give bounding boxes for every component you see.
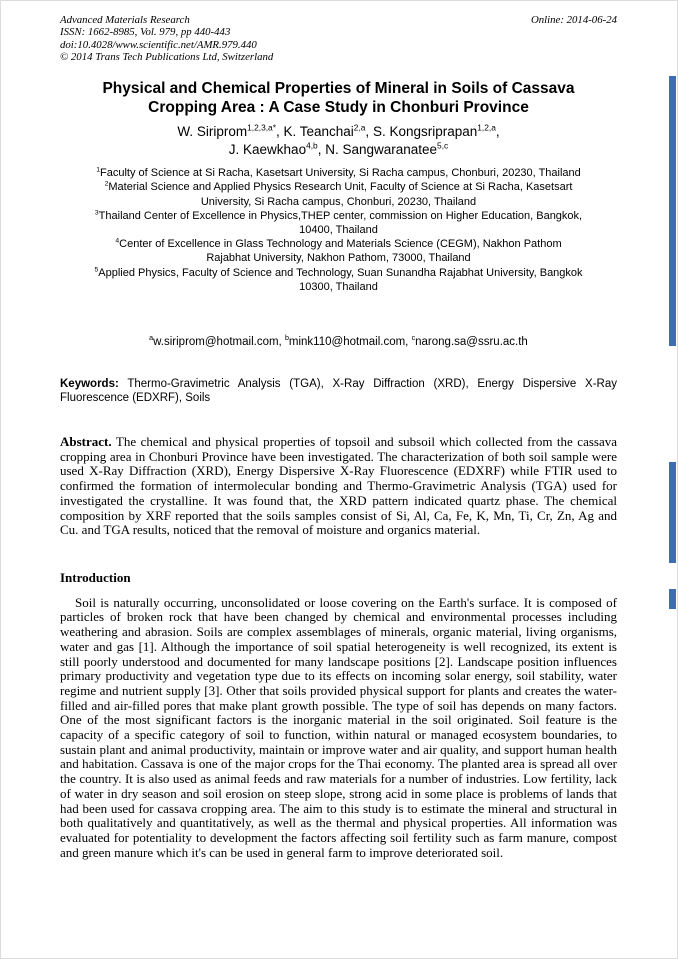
email-sup: c	[411, 334, 416, 343]
email-sup: a	[149, 334, 154, 343]
author-name: J. Kaewkhao	[228, 141, 307, 157]
email-entry	[285, 336, 412, 348]
author-affil-sup: 2,a	[353, 122, 366, 133]
affiliation-list	[60, 166, 617, 294]
margin-highlight-bar	[669, 462, 676, 563]
email-address: w.siriprom@hotmail.com,	[153, 336, 285, 349]
author-name: W. Siriprom	[177, 124, 248, 140]
author-name: K. Teanchai	[283, 124, 354, 140]
affiliation-1	[94, 166, 584, 180]
author-line-1	[60, 123, 617, 141]
email-address: mink110@hotmail.com,	[288, 336, 412, 349]
author-affil-sup: 1,2,a	[477, 122, 496, 133]
author-line-2	[60, 141, 617, 159]
affiliation-number: 1	[96, 166, 100, 174]
email-sup: b	[284, 334, 289, 343]
author	[325, 142, 448, 157]
affiliation-text: Center of Excellence in Glass Technology and Materials Science (CEGM), Nakhon Pathom Rajabhat University, Nakhon Pathom, 73000, Thailand	[119, 238, 562, 265]
author-name: S. Kongsriprapan	[372, 124, 478, 140]
paper-title-line-2: Cropping Area : A Case Study in Chonburi Province	[148, 99, 529, 117]
email-entry	[412, 336, 528, 348]
abstract-paragraph	[60, 435, 617, 538]
affiliation-2	[94, 180, 584, 208]
email-entry	[149, 336, 285, 348]
author-separator: ,	[275, 124, 284, 140]
author-separator: ,	[365, 124, 373, 140]
journal-header	[60, 14, 617, 63]
author	[283, 124, 372, 139]
author-name: N. Sangwaranatee	[325, 141, 438, 157]
abstract-text: The chemical and physical properties of topsoil and subsoil which collected from the cassava cropping area in Chonburi Province have been investigated. The characterization of both soil sample were used X-Ray Diffraction (XRD), Energy Dispersive X-Ray Fluorescence (EDXRF) while FTIR used to confirmed the formation of intermolecular bonding and Thermo-Gravimetric Analysis (TGA) used for investigated the crystalline. It was found that, the XRD pattern indicated quartz phase. The chemical composition by XRF reported that the soils samples consist of Si, Al, Ca, Fe, K, Mn, Ti, Cr, Zn, Ag and Cu. and TGA results, noticed that the removal of moisture and organics material.	[60, 434, 618, 538]
author-list	[60, 123, 617, 158]
journal-name: Advanced Materials Research	[60, 14, 190, 26]
margin-highlight-bar	[669, 76, 676, 346]
introduction-paragraph: Soil is naturally occurring, unconsolidated or loose covering on the Earth's surface. It is composed of particles of broken rock that have been changed by chemical and environmental processes including weathering and abrasion. Soils are complex assemblages of minerals, organic material, living organisms, water and gas [1]. Although the importance of soil spatial heterogeneity is well recognized, its extent is still poorly understood and documented for many landscape positions [2]. Landscape position influences primary productivity and vegetation type due to its effects on incoming solar energy, soil stability, water regime and nutrient supply [3]. Other that soils provided physical support for plants and creates the water-filled and air-filled pores that make plant growth possible. The type of soil has depends on many factors. One of the most significant factors is the inorganic material in the soil originated. Soil feature is the capacity of a specific category of soil to function, within natural or managed ecosystem boundaries, to sustain plant and animal productivity, maintain or improve water and air quality, and support human health and habitation. Cassava is one of the major crops for the Thai economy. The planted area is spread all over the country. It is also used as animal feeds and raw materials for a number of industries. Low fertility, lack of water in dry season and soil erosion on steep slope, strong acid in some place is problems of lands that had been used for cassava cropping area. The aim to this study is to estimate the mineral and structural in both qualitatively and quantitatively, as well as the thermal and physical properties. All information was evaluated for potentiality to development the factors affecting soil fertility such as farm manure, compost and green manure which it's can be used in general farm to improve deteriorated soil.	[60, 594, 617, 860]
journal-info-block	[60, 14, 273, 63]
affiliation-text: Thailand Center of Excellence in Physics,THEP center, commission on Higher Education, Bangkok, 10400, Thailand	[98, 209, 583, 236]
affiliation-text: Material Science and Applied Physics Research Unit, Faculty of Science at Si Racha, Kasetsart University, Si Racha campus, Chonburi, 20230, Thailand	[108, 181, 573, 208]
author-separator: ,	[317, 141, 326, 157]
author-separator: ,	[495, 124, 500, 140]
affiliation-text: Faculty of Science at Si Racha, Kasetsart University, Si Racha campus, Chonburi, 20230, Thailand	[100, 167, 581, 180]
affiliation-4	[94, 237, 584, 265]
author	[177, 124, 283, 139]
paper-title-line-1: Physical and Chemical Properties of Mineral in Soils of Cassava	[102, 80, 575, 98]
email-address: narong.sa@ssru.ac.th	[415, 336, 528, 349]
affiliation-number: 3	[94, 209, 99, 217]
online-date: Online: 2014-06-24	[530, 14, 617, 26]
author-affil-sup: 4,b	[306, 140, 318, 151]
keywords-label: Keywords:	[60, 378, 119, 391]
abstract-label: Abstract.	[60, 434, 112, 450]
copyright-line: © 2014 Trans Tech Publications Ltd, Switzerland	[60, 50, 274, 63]
affiliation-text: Applied Physics, Faculty of Science and Technology, Suan Sunandha Rajabhat University, Bangkok 10300, Thailand	[98, 266, 583, 293]
paper-title	[60, 79, 617, 117]
author	[373, 124, 500, 139]
affiliation-number: 4	[115, 237, 120, 245]
keywords-text: Thermo-Gravimetric Analysis (TGA), X-Ray Diffraction (XRD), Energy Dispersive X-Ray Fluorescence (EDXRF), Soils	[60, 378, 617, 405]
email-line	[60, 336, 617, 349]
affiliation-number: 2	[104, 180, 109, 188]
issn-volume-line: ISSN: 1662-8985, Vol. 979, pp 440-443	[60, 26, 231, 39]
doi-line: doi:10.4028/www.scientific.net/AMR.979.440	[60, 38, 257, 51]
affiliation-number: 5	[94, 265, 99, 273]
keywords-paragraph	[60, 377, 617, 405]
affiliation-3	[94, 209, 584, 237]
margin-highlight-bar	[669, 589, 676, 609]
section-heading-introduction: Introduction	[60, 569, 131, 585]
author-affil-sup: 5,c	[437, 140, 449, 151]
affiliation-5	[94, 266, 584, 294]
author	[229, 142, 325, 157]
author-affil-sup: 1,2,3,a*	[247, 122, 276, 133]
